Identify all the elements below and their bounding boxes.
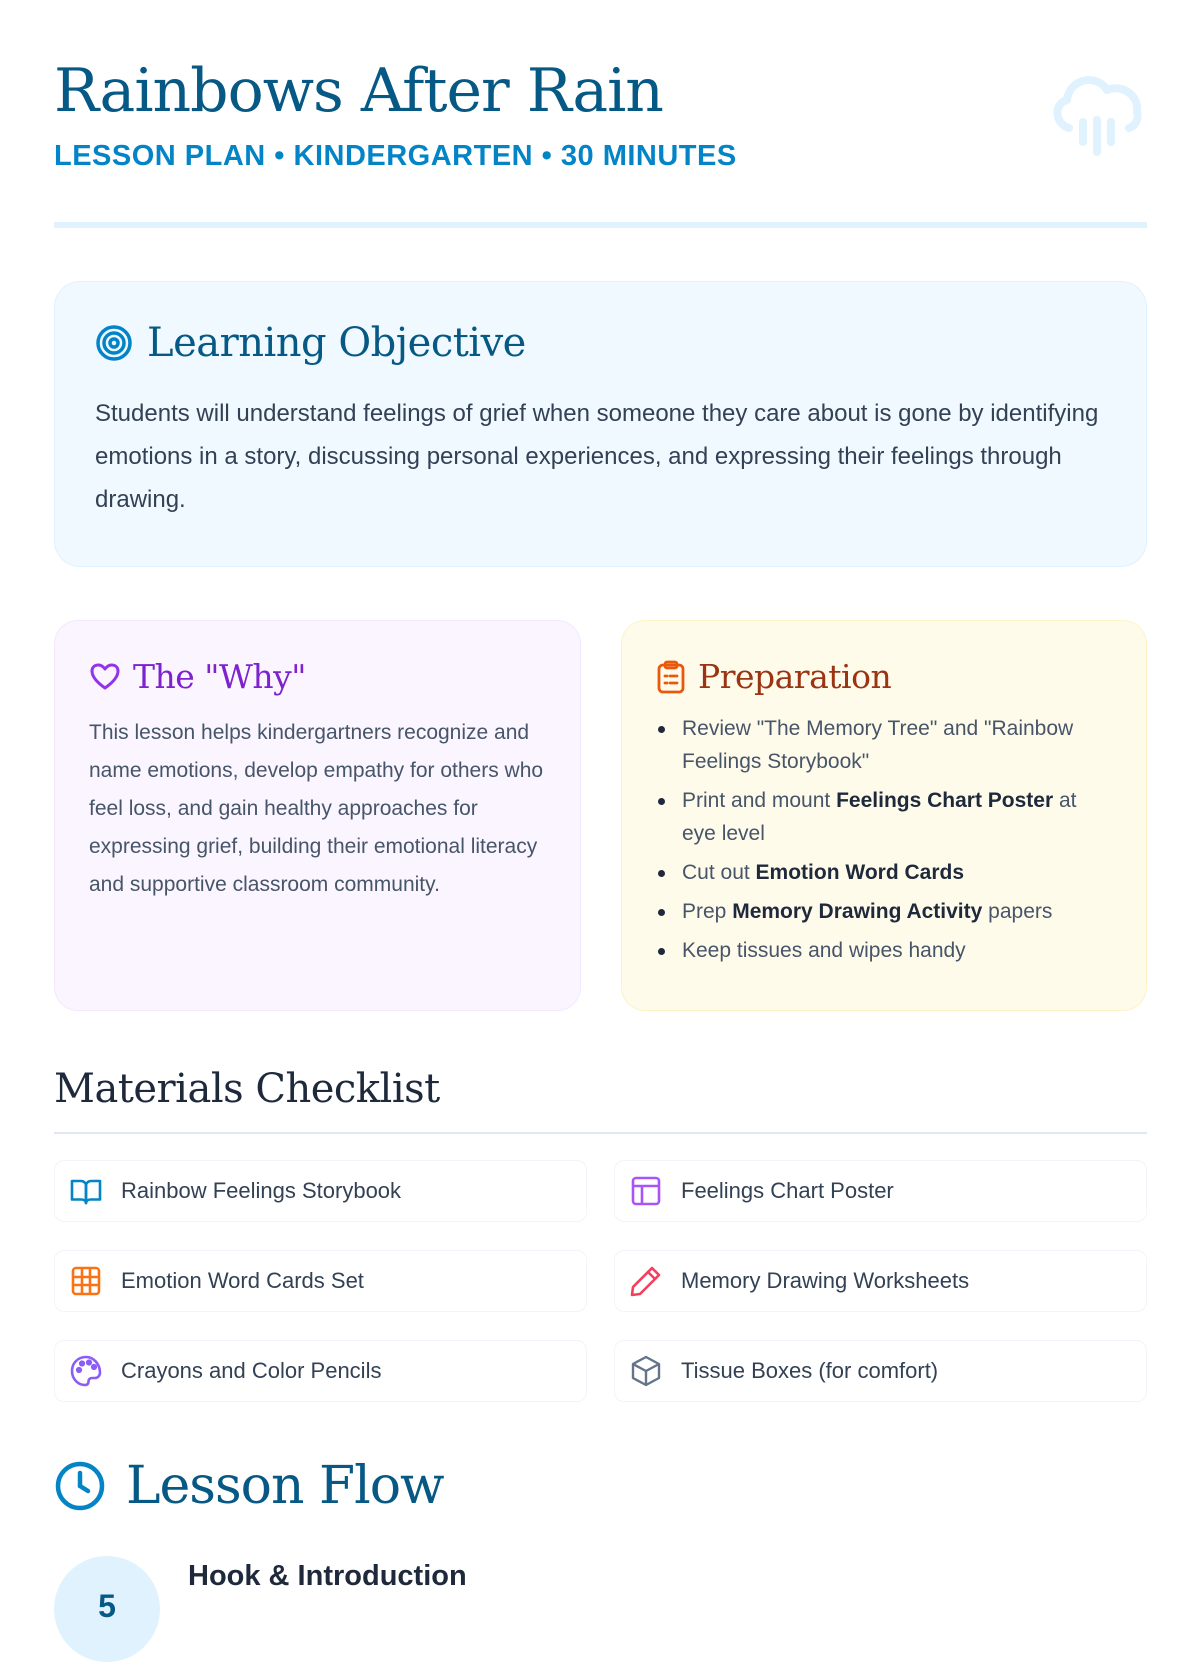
why-text: This lesson helps kindergartners recognize and name emotions, develop empathy for others who feel loss, and gain healthy approaches for expressing grief, building their emotional literacy and supportive classroom community.: [89, 721, 544, 896]
clock-icon: [54, 1460, 106, 1512]
material-item-word-cards[interactable]: [54, 1250, 587, 1312]
preparation-item: Cut out Emotion Word Cards: [682, 856, 1112, 889]
materials-heading: Materials Checklist: [54, 1066, 1147, 1134]
clipboard-icon: [656, 660, 686, 694]
material-label: Crayons and Color Pencils: [121, 1358, 382, 1383]
preparation-item: Prep Memory Drawing Activity papers: [682, 895, 1112, 928]
step-duration-badge: 5: [54, 1556, 160, 1662]
preparation-list: [656, 712, 1112, 967]
book-icon: [69, 1174, 103, 1208]
page-title: Rainbows After Rain: [54, 56, 663, 126]
material-label: Emotion Word Cards Set: [121, 1268, 364, 1293]
material-label: Tissue Boxes (for comfort): [681, 1358, 939, 1383]
preparation-card: [621, 620, 1147, 1011]
box-icon: [629, 1354, 663, 1388]
step-title: Hook & Introduction: [188, 1560, 467, 1592]
material-item-storybook[interactable]: [54, 1160, 587, 1222]
material-item-poster[interactable]: [614, 1160, 1147, 1222]
preparation-item: Keep tissues and wipes handy: [682, 934, 1112, 967]
objective-heading: Learning Objective: [147, 320, 526, 366]
heart-icon: [89, 661, 121, 693]
material-label: Memory Drawing Worksheets: [681, 1268, 970, 1293]
material-item-worksheets[interactable]: [614, 1250, 1147, 1312]
material-item-crayons[interactable]: [54, 1340, 587, 1402]
preparation-item: Print and mount Feelings Chart Poster at eye level: [682, 784, 1112, 850]
palette-icon: [69, 1354, 103, 1388]
preparation-item: Review "The Memory Tree" and "Rainbow Feelings Storybook": [682, 712, 1112, 778]
layout-icon: [629, 1174, 663, 1208]
cloud-rain-icon: [1047, 62, 1147, 162]
why-heading: The "Why": [133, 657, 306, 696]
pencil-icon: [629, 1264, 663, 1298]
why-card: [54, 620, 581, 1011]
objective-text: Students will understand feelings of grief when someone they care about is gone by identifying emotions in a story, discussing personal experiences, and expressing their feelings through drawing.: [95, 400, 1099, 513]
preparation-heading: Preparation: [698, 657, 892, 696]
learning-objective-card: [54, 281, 1147, 567]
target-icon: [95, 324, 133, 362]
material-label: Feelings Chart Poster: [681, 1178, 894, 1203]
material-label: Rainbow Feelings Storybook: [121, 1178, 402, 1203]
lesson-flow-heading: Lesson Flow: [126, 1456, 444, 1516]
grid-icon: [69, 1264, 103, 1298]
material-item-tissues[interactable]: [614, 1340, 1147, 1402]
materials-grid: [54, 1160, 1147, 1402]
page-header: [54, 56, 1147, 228]
lesson-flow-header: [54, 1456, 444, 1516]
page-subtitle: LESSON PLAN • KINDERGARTEN • 30 MINUTES: [54, 140, 737, 172]
